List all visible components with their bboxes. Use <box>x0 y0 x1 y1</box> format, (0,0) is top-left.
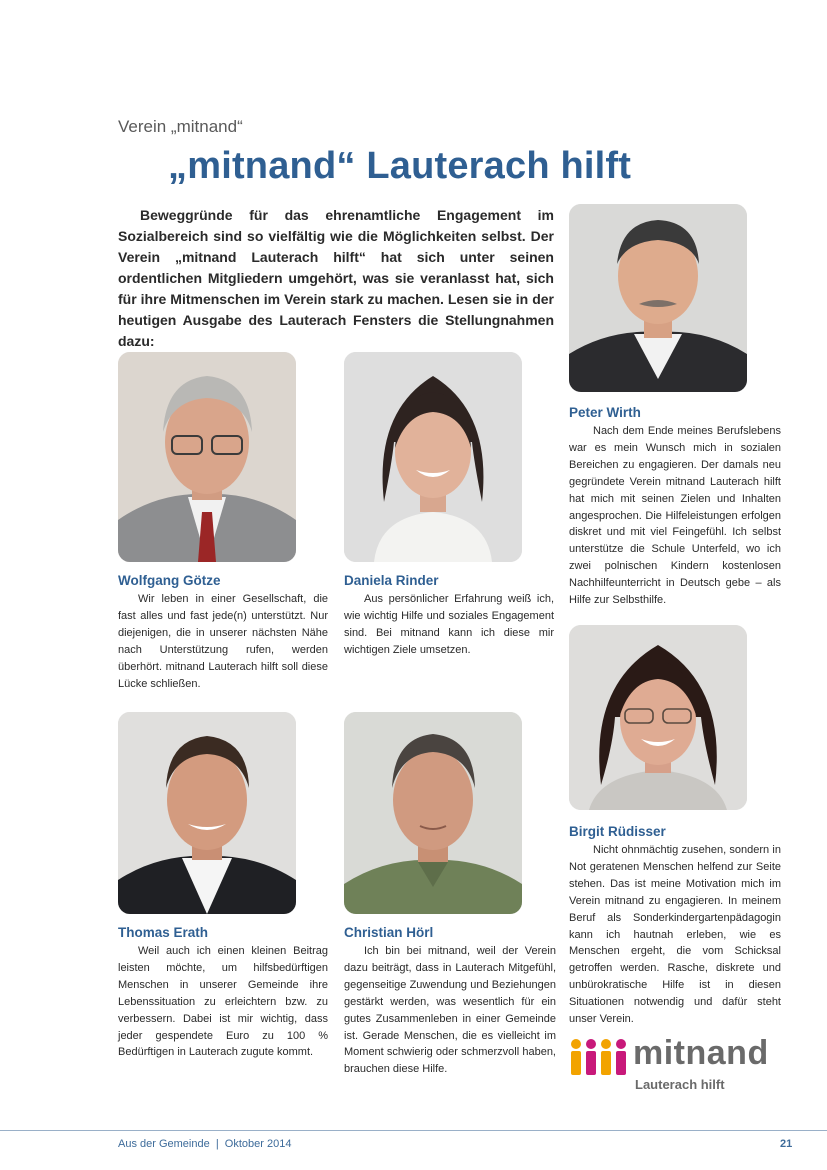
portrait-thomas-erath <box>118 712 296 914</box>
statement-christian-hoerl: Ich bin bei mitnand, weil der Verein dazu beiträgt, dass in Lauterach Mitgefühl, gegenseitige Zuwendung und Beziehungen gestärkt werden, was wesentlich für ein gutes Zusammenleben in einer Gemeinde ist. Gerade Menschen, die es vielleicht im Moment schwierig oder schmerzvoll haben, brauchen diese Hilfe. <box>344 945 556 1076</box>
name-christian-hoerl: Christian Hörl <box>344 925 434 940</box>
page-number: 21 <box>780 1138 793 1150</box>
statement-thomas-erath: Weil auch ich einen kleinen Beitrag leisten möchte, um hilfsbedürftigen Menschen in unserer Gemeinde ihre Lebenssituation zu erleichtern bzw. zu verbessern. Dabei ist mir wichtig, dass jeder gespendete Euro zu 100 % Bedürftigen in Lauterach zugute kommt. <box>118 945 328 1059</box>
portrait-christian-hoerl <box>344 712 522 914</box>
footer-divider <box>0 1130 827 1131</box>
statement-peter-wirth: Nach dem Ende meines Berufslebens war es mein Wunsch mich in sozialen Bereichen zu engagieren. Der damals neu gegründete Verein mitnand Lauterach hilft hat mich mit seinen Zielen und Inhalten angesprochen. Die Hilfeleistungen erfolgen diskret und mit viel Feingefühl. Ich selbst unterstütze die Schule Unterfeld, wo ich zwei polnischen Kindern kostenlosen Nachhilfeunterricht in Deutsch gebe – als Hilfe zur Selbsthilfe. <box>569 425 781 607</box>
logo-wordmark: mitnand <box>633 1034 769 1072</box>
portrait-birgit-ruedisser <box>569 625 747 810</box>
section-kicker: Verein „mitnand“ <box>118 117 243 136</box>
name-daniela-rinder: Daniela Rinder <box>344 573 439 588</box>
name-birgit-ruedisser: Birgit Rüdisser <box>569 824 666 839</box>
name-thomas-erath: Thomas Erath <box>118 925 209 940</box>
name-peter-wirth: Peter Wirth <box>569 405 641 420</box>
page-headline: „mitnand“ Lauterach hilft <box>168 145 632 187</box>
footer-section-date: Aus der Gemeinde | Oktober 2014 <box>118 1138 292 1150</box>
portrait-daniela-rinder <box>344 352 522 562</box>
statement-daniela-rinder: Aus persönlicher Erfahrung weiß ich, wie wichtig Hilfe und soziales Engagement sind. Bei mitnand kann ich diese mir wichtigen Ziele umsetzen. <box>344 593 554 656</box>
intro-paragraph: Beweggründe für das ehrenamtliche Engagement im Sozialbereich sind so vielfältig wie die Möglichkeiten selbst. Der Verein „mitnand Lauterach hilft“ hat sich unter seinen ordentlichen Mitgliedern umgehört, was sie veranlasst hat, sich für ihre Mitmenschen im Verein stark zu machen. Lesen sie in der heutigen Ausgabe des Lauterach Fensters die Stellungnahmen dazu: <box>118 207 554 349</box>
logo-tagline: Lauterach hilft <box>635 1077 725 1092</box>
portrait-wolfgang-goetze <box>118 352 296 562</box>
mitnand-logo <box>569 1036 784 1092</box>
people-figures-icon <box>569 1038 629 1078</box>
statement-birgit-ruedisser: Nicht ohnmächtig zusehen, sondern in Not geratenen Menschen helfend zur Seite stehen. Das ist meine Motivation mich im Verein mitnand zu engagieren. In meinem Beruf als Sonderkindergartenpädagogin kann ich hautnah erleben, wie es Menschen ergeht, die vom Schicksal getroffen werden. Rasche, diskrete und unbürokratische Hilfe ist in diesen Situationen notwendig und dafür steht unser Verein. <box>569 844 781 1026</box>
portrait-peter-wirth <box>569 204 747 392</box>
statement-wolfgang-goetze: Wir leben in einer Gesellschaft, die fast alles und fast jede(n) unterstützt. Nur diejenigen, die in unserer nächsten Nähe nach Unterstützung rufen, werden überhört. mitnand Lauterach hilft soll diese Lücke schließen. <box>118 593 328 690</box>
name-wolfgang-goetze: Wolfgang Götze <box>118 573 221 588</box>
